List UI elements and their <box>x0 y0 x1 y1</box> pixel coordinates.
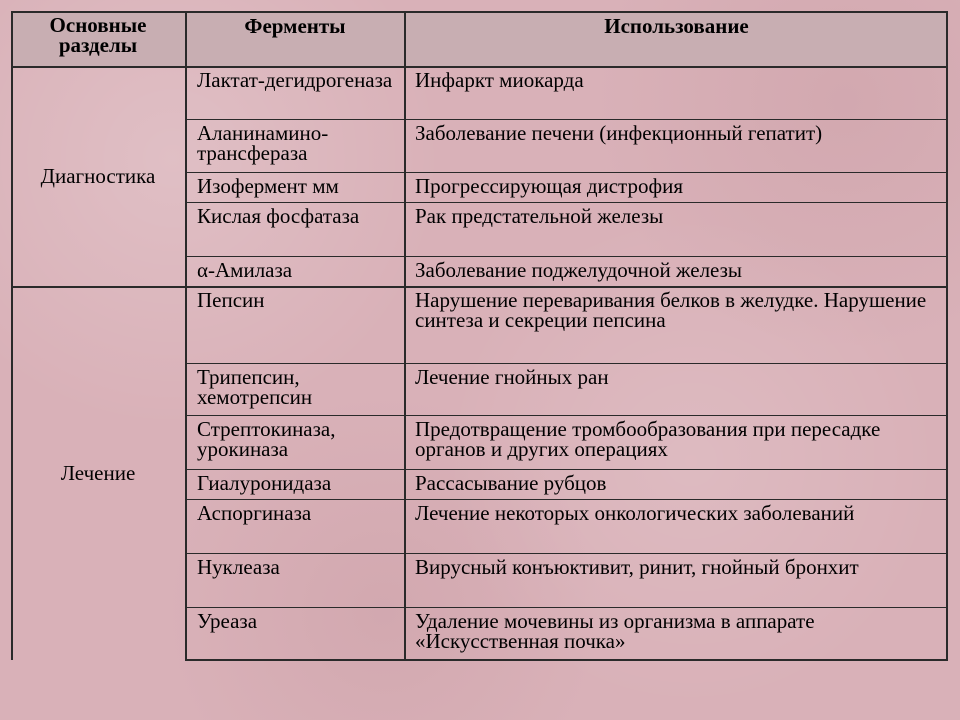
table-row-usage: Прогрессирующая дистрофия <box>415 174 683 198</box>
row-divider <box>185 172 948 173</box>
table-row-enzyme: Пепсин <box>197 288 265 312</box>
row-divider <box>185 415 948 416</box>
header-divider <box>11 66 948 68</box>
table-row-usage: Рассасывание рубцов <box>415 471 607 495</box>
header-sections-label: Основные разделы <box>49 13 147 57</box>
table-row-usage: Лечение некоторых онкологических заболеваний <box>415 501 855 525</box>
table-row-enzyme: α-Амилаза <box>197 258 293 282</box>
table-row-usage: Заболевание печени (инфекционный гепатит) <box>415 121 823 145</box>
table-row-usage: Удаление мочевины из организма в аппарате «Искусственная почка» <box>415 609 815 653</box>
column-divider <box>404 11 406 661</box>
table-border-left <box>11 11 13 660</box>
table-row-usage: Рак предстательной железы <box>415 204 664 228</box>
table-row-usage: Вирусный конъюктивит, ринит, гнойный бронхит <box>415 555 859 579</box>
section-divider <box>11 286 948 288</box>
section-treatment <box>11 286 185 660</box>
table-row-usage: Нарушение переваривания белков в желудке. Нарушение синтеза и секреции пепсина <box>415 288 927 332</box>
column-divider <box>185 11 187 661</box>
table-border-top <box>11 11 948 13</box>
table-row-usage: Предотвращение тромбообразования при пересадке органов и других операциях <box>415 417 881 461</box>
table-row-enzyme: Аспоргиназа <box>197 501 312 525</box>
row-divider <box>185 119 948 120</box>
table-border-bottom <box>185 659 948 661</box>
table-border-right <box>946 11 948 660</box>
section-treatment-label: Лечение <box>60 460 136 485</box>
header-enzymes-label: Ферменты <box>244 14 346 38</box>
table-row-enzyme: Гиалуронидаза <box>197 471 332 495</box>
table-row-enzyme: Изофермент мм <box>197 174 339 198</box>
table-row-usage: Заболевание поджелудочной железы <box>415 258 743 282</box>
table-row-enzyme: Нуклеаза <box>197 555 280 579</box>
row-divider <box>185 256 948 257</box>
row-divider <box>185 607 948 608</box>
row-divider <box>185 202 948 203</box>
header-usage <box>405 11 948 66</box>
table-row-enzyme: Лактат-дегидрогеназа <box>197 68 393 92</box>
table-row-usage: Инфаркт миокарда <box>415 68 584 92</box>
header-enzymes <box>185 11 405 66</box>
table-row-enzyme: Трипепсин, хемотрепсин <box>197 365 313 409</box>
header-sections <box>11 11 185 66</box>
header-usage-label: Использование <box>604 14 749 38</box>
table-row-enzyme: Кислая фосфатаза <box>197 204 360 228</box>
table-row-enzyme: Аланинамино-трансфераза <box>197 121 329 165</box>
row-divider <box>185 499 948 500</box>
table-row-enzyme: Стрептокиназа, урокиназа <box>197 417 336 461</box>
row-divider <box>185 469 948 470</box>
table-row-enzyme: Уреаза <box>197 609 258 633</box>
enzyme-usage-table <box>11 11 948 660</box>
section-diagnostics-label: Диагностика <box>40 163 156 188</box>
table-row-usage: Лечение гнойных ран <box>415 365 609 389</box>
section-diagnostics <box>11 66 185 286</box>
row-divider <box>185 363 948 364</box>
row-divider <box>185 553 948 554</box>
